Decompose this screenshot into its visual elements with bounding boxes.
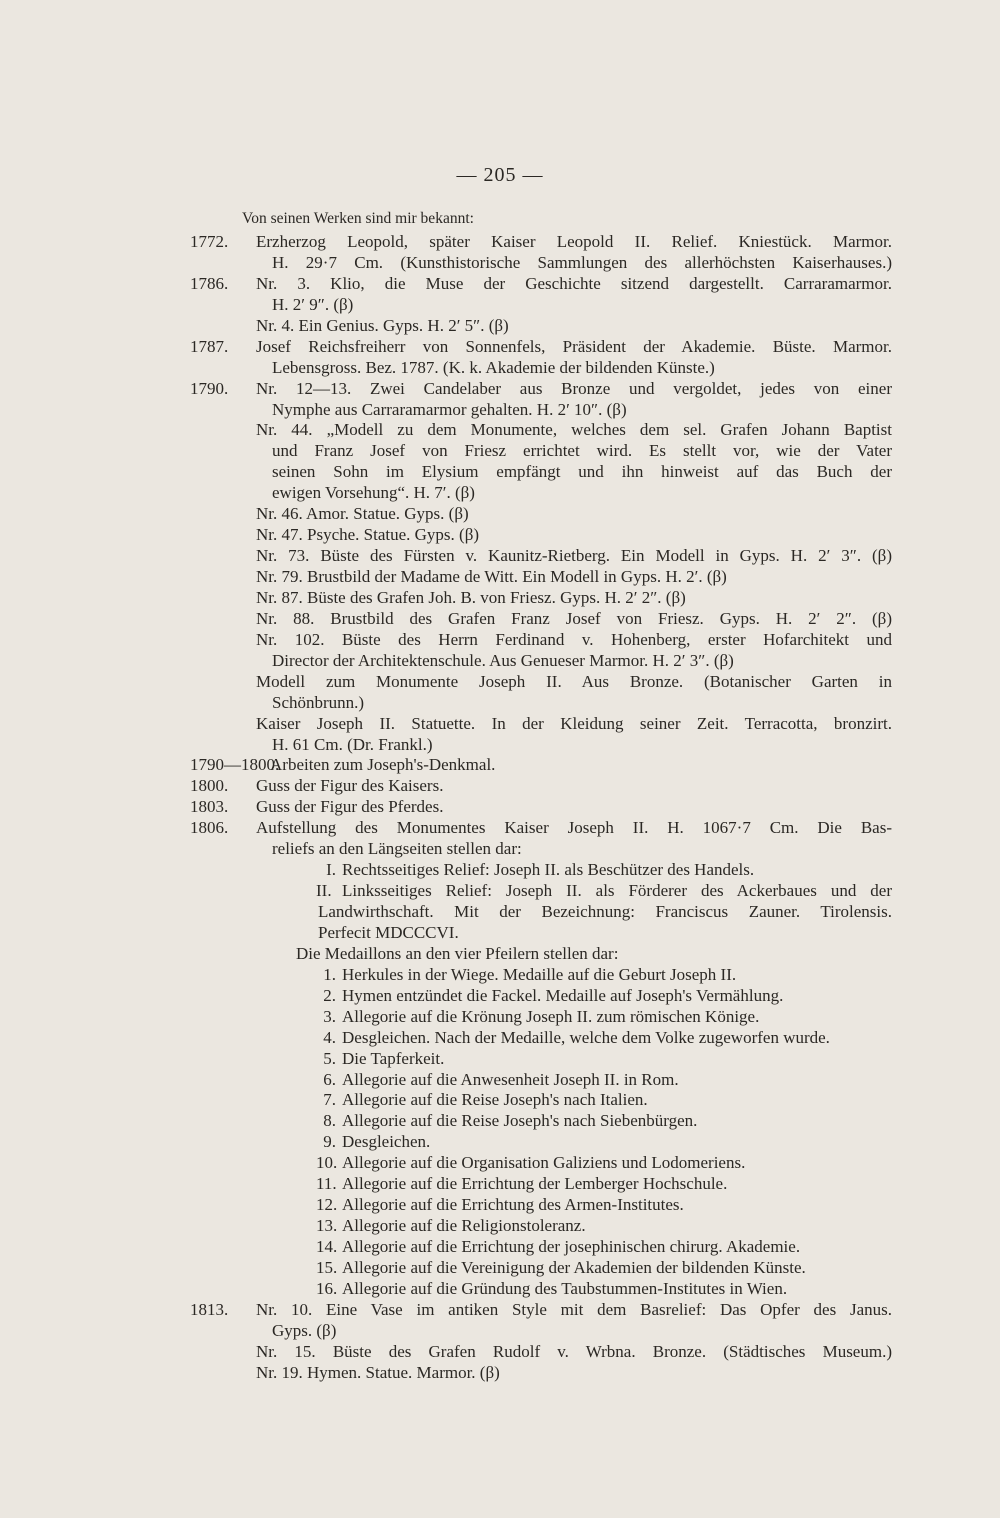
text-line [0,902,1000,923]
line-text [318,1049,892,1070]
item-text: Allegorie auf die Gründung des Taubstummen-Institutes in Wien. [342,1278,788,1298]
line-text: seinen Sohn im Elysium empfängt und ihn hinweist auf das Buch der [272,462,892,482]
text-line [0,420,1000,441]
text-line [0,337,1000,358]
year-label: 1806. [190,818,229,838]
line-text [318,1174,892,1195]
text-line [0,1111,1000,1132]
line-text: Nr. 10. Eine Vase im antiken Style mit dem Basrelief: Das Opfer des Janus. [256,1299,892,1319]
text-line [0,1363,1000,1384]
item-text: Allegorie auf die Vereinigung der Akademien der bildenden Künste. [342,1257,806,1277]
text-line [0,797,1000,818]
item-text: Allegorie auf die Religionstoleranz. [342,1216,586,1236]
year-label: 1787. [190,336,229,356]
item-number: 13. [316,1216,338,1236]
line-text: Nr. 46. Amor. Statue. Gyps. (β) [256,504,469,524]
text-line [0,1090,1000,1111]
line-text: Aufstellung des Monumentes Kaiser Joseph II. H. 1067·7 Cm. Die Bas- [256,818,892,838]
text-line [0,1216,1000,1237]
line-text [318,860,892,881]
text-line [0,1321,1000,1342]
text-line [0,358,1000,379]
line-text: H. 2′ 9″. (β) [272,294,354,314]
line-text [318,1237,892,1258]
line-text: Nr. 15. Büste des Grafen Rudolf v. Wrbna. Bronze. (Städtisches Museum.) [256,1341,892,1361]
text-line [0,1153,1000,1174]
year-label: 1790—1800. [190,755,280,775]
line-text: Nr. 19. Hymen. Statue. Marmor. (β) [256,1362,500,1382]
text-line [0,735,1000,756]
line-text [318,1070,892,1091]
item-text: Allegorie auf die Errichtung der Lemberger Hochschule. [342,1174,728,1194]
text-line [0,253,1000,274]
line-text [318,1132,892,1153]
line-text [318,1153,892,1174]
line-text: Landwirthschaft. Mit der Bezeichnung: Franciscus Zauner. Tirolensis. [318,902,892,921]
item-text: Allegorie auf die Anwesenheit Joseph II. in Rom. [342,1069,679,1089]
line-text: Nr. 4. Ein Genius. Gyps. H. 2′ 5″. (β) [256,315,509,335]
text-line [0,630,1000,651]
item-text: Die Tapferkeit. [342,1048,445,1068]
item-number: 4. [323,1027,336,1047]
text-line [0,232,1000,253]
text-line [0,1279,1000,1300]
year-label: 1786. [190,273,229,293]
text-line [0,1300,1000,1321]
line-text [318,1258,892,1279]
item-number: 7. [323,1090,336,1110]
item-text: Allegorie auf die Errichtung der josephinischen chirurg. Akademie. [342,1237,801,1256]
item-text: Allegorie auf die Errichtung des Armen-Institutes. [342,1195,684,1215]
text-line [0,881,1000,902]
line-text: Josef Reichsfreiherr von Sonnenfels, Präsident der Akademie. Büste. Marmor. [256,336,892,356]
line-text: Nr. 87. Büste des Grafen Joh. B. von Friesz. Gyps. H. 2′ 2″. (β) [256,587,686,607]
text-line [0,693,1000,714]
line-text: Nr. 88. Brustbild des Grafen Franz Josef von Friesz. Gyps. H. 2′ 2″. (β) [256,608,892,628]
line-text: Erzherzog Leopold, später Kaiser Leopold II. Relief. Kniestück. Marmor. [256,232,892,251]
text-line [0,1174,1000,1195]
line-text: Nr. 12—13. Zwei Candelaber aus Bronze und vergoldet, jedes von einer [256,378,892,398]
line-text: Die Medaillons an den vier Pfeilern stellen dar: [296,943,619,963]
text-line [0,1070,1000,1091]
text-line [0,839,1000,860]
line-text: Guss der Figur des Pferdes. [256,797,444,817]
item-text: Desgleichen. [342,1132,431,1152]
year-label: 1813. [190,1299,229,1319]
text-line [0,441,1000,462]
line-text: H. 29·7 Cm. (Kunsthistorische Sammlungen des allerhöchsten Kaiserhauses.) [272,252,892,272]
text-line [0,525,1000,546]
text-line [0,1258,1000,1279]
item-number: 11. [316,1174,337,1194]
text-line [0,504,1000,525]
line-text: Lebensgross. Bez. 1787. (K. k. Akademie der bildenden Künste.) [272,357,715,377]
text-line [0,818,1000,839]
year-label: 1772. [190,232,229,251]
item-number: 6. [323,1069,336,1089]
text-line [0,1342,1000,1363]
item-text: Linksseitiges Relief: Joseph II. als Förderer des Ackerbaues und der [342,881,892,901]
item-text: Rechtsseitiges Relief: Joseph II. als Beschützer des Handels. [342,860,755,880]
year-label: 1803. [190,797,229,817]
line-text: H. 61 Cm. (Dr. Frankl.) [272,734,433,754]
line-text: Director der Architektenschule. Aus Genueser Marmor. H. 2′ 3″. (β) [272,650,734,670]
text-line [0,923,1000,944]
item-number: II. [316,881,332,901]
item-number: 14. [316,1237,338,1256]
line-text: Nr. 47. Psyche. Statue. Gyps. (β) [256,525,480,545]
text-line [0,462,1000,483]
line-text [318,1279,892,1300]
text-line [0,379,1000,400]
line-text [318,1090,892,1111]
line-text: und Franz Josef von Friesz errichtet wird. Es stellt vor, wie der Vater [272,441,892,461]
text-line [0,651,1000,672]
line-text [318,965,892,986]
text-line [0,1237,1000,1258]
text-line [0,1132,1000,1153]
line-text [318,986,892,1007]
page-number: — 205 — [456,164,544,186]
text-line [0,483,1000,504]
text-line [0,274,1000,295]
text-line [0,944,1000,965]
text-line [0,755,1000,776]
line-text [318,1028,892,1049]
line-text: Nr. 3. Klio, die Muse der Geschichte sitzend dargestellt. Carraramarmor. [256,273,892,293]
item-text: Hymen entzündet die Fackel. Medaille auf Joseph's Vermählung. [342,985,784,1005]
intro-line: Von seinen Werken sind mir bekannt: [242,210,474,227]
text-line [0,1195,1000,1216]
item-number: I. [326,860,336,880]
line-text: Gyps. (β) [272,1320,337,1340]
item-number: 5. [323,1048,336,1068]
line-text: Kaiser Joseph II. Statuette. In der Kleidung seiner Zeit. Terracotta, bronzirt. [256,713,892,733]
line-text [318,1195,892,1216]
item-number: 12. [316,1195,338,1215]
item-text: Allegorie auf die Reise Joseph's nach Italien. [342,1090,648,1110]
year-label: 1800. [190,776,229,796]
text-line [0,965,1000,986]
item-number: 9. [323,1132,336,1152]
item-number: 8. [323,1111,336,1131]
text-line [0,860,1000,881]
year-label: 1790. [190,378,229,398]
text-line [0,567,1000,588]
text-line [0,588,1000,609]
item-number: 10. [316,1153,338,1173]
text-line [0,400,1000,421]
line-text: Arbeiten zum Joseph's-Denkmal. [270,755,496,775]
item-number: 16. [316,1278,338,1298]
line-text: ewigen Vorsehung“. H. 7′. (β) [272,483,475,503]
text-line [0,672,1000,693]
text-line [0,546,1000,567]
line-text [318,1216,892,1237]
text-line [0,609,1000,630]
line-text: Nr. 102. Büste des Herrn Ferdinand v. Hohenberg, erster Hofarchitekt und [256,629,892,649]
line-text [318,881,892,902]
line-text [318,1007,892,1028]
line-text: Nymphe aus Carraramarmor gehalten. H. 2′ 10″. (β) [272,399,627,419]
item-number: 1. [323,964,336,984]
text-body [0,232,1000,1384]
text-line [0,1049,1000,1070]
text-line [0,1007,1000,1028]
line-text: Guss der Figur des Kaisers. [256,776,444,796]
item-number: 2. [323,985,336,1005]
line-text: Nr. 44. „Modell zu dem Monumente, welches dem sel. Grafen Johann Baptist [256,420,892,440]
item-text: Allegorie auf die Organisation Galiziens und Lodomeriens. [342,1153,746,1173]
item-text: Allegorie auf die Krönung Joseph II. zum römischen Könige. [342,1006,760,1026]
line-text [318,1111,892,1132]
item-number: 15. [316,1257,338,1277]
line-text: Schönbrunn.) [272,692,365,712]
line-text: Nr. 73. Büste des Fürsten v. Kaunitz-Rietberg. Ein Modell in Gyps. H. 2′ 3″. (β) [256,546,892,566]
line-text: reliefs an den Längseiten stellen dar: [272,839,522,859]
line-text: Modell zum Monumente Joseph II. Aus Bronze. (Botanischer Garten in [256,671,892,691]
text-line [0,1028,1000,1049]
item-text: Herkules in der Wiege. Medaille auf die Geburt Joseph II. [342,964,737,984]
text-line [0,986,1000,1007]
text-line [0,714,1000,735]
item-text: Desgleichen. Nach der Medaille, welche dem Volke zugeworfen wurde. [342,1027,830,1047]
line-text: Perfecit MDCCCVI. [318,922,459,942]
text-line [0,776,1000,797]
line-text: Nr. 79. Brustbild der Madame de Witt. Ein Modell in Gyps. H. 2′. (β) [256,567,727,586]
item-number: 3. [323,1006,336,1026]
text-line [0,316,1000,337]
item-text: Allegorie auf die Reise Joseph's nach Siebenbürgen. [342,1111,698,1131]
text-line [0,295,1000,316]
